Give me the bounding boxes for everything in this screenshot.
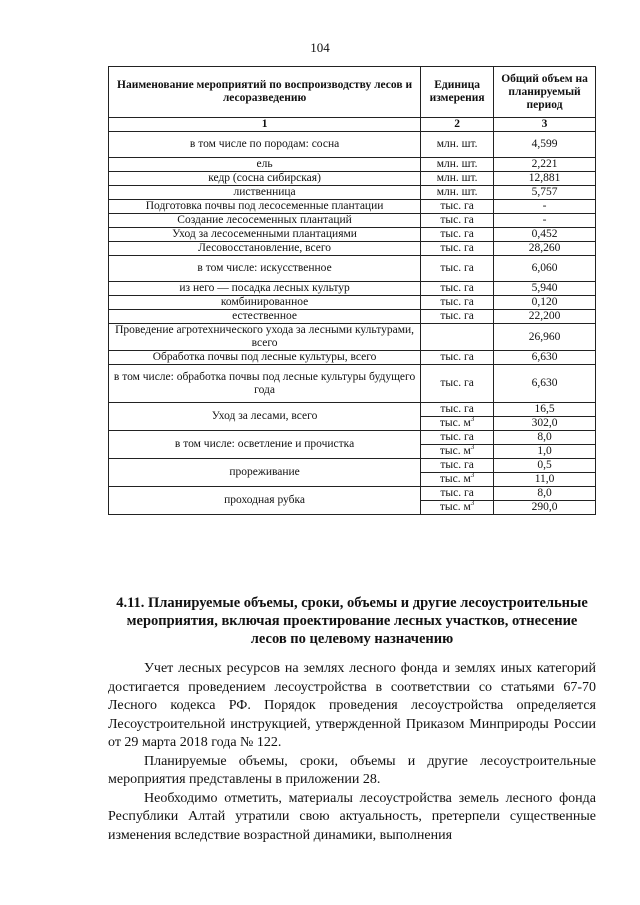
cell-value: 28,260 bbox=[494, 242, 596, 256]
table-row bbox=[109, 132, 596, 158]
table-row bbox=[109, 351, 596, 365]
cell-value: 26,960 bbox=[494, 324, 596, 351]
cell-name: Создание лесосеменных плантаций bbox=[109, 214, 421, 228]
cell-value-m3: 290,0 bbox=[494, 501, 596, 515]
unit-text: тыс. м bbox=[439, 473, 471, 485]
col-number-3: 3 bbox=[494, 118, 596, 132]
cell-value: - bbox=[494, 214, 596, 228]
cell-value: 6,060 bbox=[494, 256, 596, 282]
header-name: Наименование мероприятий по воспроизводству лесов и лесоразведению bbox=[109, 67, 421, 118]
unit-text: тыс. м bbox=[439, 501, 471, 513]
cell-value-ha: 8,0 bbox=[494, 487, 596, 501]
page-number: 104 bbox=[310, 40, 330, 55]
cell-unit: млн. шт. bbox=[421, 132, 494, 158]
cell-unit: тыс. га bbox=[421, 200, 494, 214]
cell-value: 22,200 bbox=[494, 310, 596, 324]
cell-name: Обработка почвы под лесные культуры, всего bbox=[109, 351, 421, 365]
unit-superscript: 3 bbox=[470, 471, 475, 480]
cell-name: Лесовосстановление, всего bbox=[109, 242, 421, 256]
cell-unit-ha: тыс. га bbox=[421, 403, 494, 417]
unit-superscript: 3 bbox=[470, 499, 475, 508]
header-unit: Единица измерения bbox=[421, 67, 494, 118]
table-row bbox=[109, 172, 596, 186]
cell-name: кедр (сосна сибирская) bbox=[109, 172, 421, 186]
unit-superscript: 3 bbox=[470, 415, 475, 424]
section-heading: 4.11. Планируемые объемы, сроки, объемы и другие лесоустроительные мероприятия, включая проектирование лесных участков, отнесение лесов по целевому назначению bbox=[116, 595, 588, 647]
cell-unit: тыс. га bbox=[421, 310, 494, 324]
cell-unit-m3 bbox=[421, 501, 494, 515]
cell-unit: тыс. га bbox=[421, 214, 494, 228]
cell-unit-m3 bbox=[421, 445, 494, 459]
cell-value: 5,757 bbox=[494, 186, 596, 200]
cell-unit-ha: тыс. га bbox=[421, 487, 494, 501]
table-row bbox=[109, 158, 596, 172]
cell-value: 2,221 bbox=[494, 158, 596, 172]
table-row bbox=[109, 459, 596, 473]
cell-value: 4,599 bbox=[494, 132, 596, 158]
table-row bbox=[109, 310, 596, 324]
table-row bbox=[109, 200, 596, 214]
cell-unit: тыс. га bbox=[421, 365, 494, 403]
cell-unit-ha: тыс. га bbox=[421, 431, 494, 445]
cell-name: в том числе: осветление и прочистка bbox=[109, 431, 421, 459]
cell-unit-m3 bbox=[421, 473, 494, 487]
table-row bbox=[109, 186, 596, 200]
table-row bbox=[109, 296, 596, 310]
table-row bbox=[109, 324, 596, 351]
cell-unit: тыс. га bbox=[421, 256, 494, 282]
cell-unit: тыс. га bbox=[421, 296, 494, 310]
cell-value-ha: 0,5 bbox=[494, 459, 596, 473]
cell-name: комбинированное bbox=[109, 296, 421, 310]
cell-name: проходная рубка bbox=[109, 487, 421, 515]
cell-unit-m3 bbox=[421, 417, 494, 431]
cell-name: лиственница bbox=[109, 186, 421, 200]
cell-unit: млн. шт. bbox=[421, 158, 494, 172]
cell-name: в том числе: искусственное bbox=[109, 256, 421, 282]
table-row bbox=[109, 228, 596, 242]
paragraph: Необходимо отметить, материалы лесоустройства земель лесного фонда Республики Алтай утратили свою актуальность, претерпели существенные изменения вследствие возрастной динамики, выполнения bbox=[108, 790, 596, 843]
cell-value: 5,940 bbox=[494, 282, 596, 296]
table-header-row bbox=[109, 67, 596, 118]
cell-value: 12,881 bbox=[494, 172, 596, 186]
cell-value-m3: 302,0 bbox=[494, 417, 596, 431]
cell-unit-ha: тыс. га bbox=[421, 459, 494, 473]
cell-name: в том числе: обработка почвы под лесные культуры будущего года bbox=[109, 365, 421, 403]
cell-unit: млн. шт. bbox=[421, 186, 494, 200]
table-row bbox=[109, 214, 596, 228]
cell-unit: тыс. га bbox=[421, 228, 494, 242]
col-number-1: 1 bbox=[109, 118, 421, 132]
cell-unit: тыс. га bbox=[421, 351, 494, 365]
table-row bbox=[109, 365, 596, 403]
cell-value: - bbox=[494, 200, 596, 214]
cell-value-m3: 1,0 bbox=[494, 445, 596, 459]
cell-name: из него — посадка лесных культур bbox=[109, 282, 421, 296]
table-row bbox=[109, 431, 596, 445]
cell-unit: тыс. га bbox=[421, 242, 494, 256]
cell-name: Проведение агротехнического ухода за лесными культурами, всего bbox=[109, 324, 421, 351]
cell-value: 0,120 bbox=[494, 296, 596, 310]
cell-value: 6,630 bbox=[494, 365, 596, 403]
table-row bbox=[109, 487, 596, 501]
table-row bbox=[109, 242, 596, 256]
cell-unit: тыс. га bbox=[421, 282, 494, 296]
cell-name: Уход за лесосеменными плантациями bbox=[109, 228, 421, 242]
table-row bbox=[109, 256, 596, 282]
cell-value-m3: 11,0 bbox=[494, 473, 596, 487]
measures-table bbox=[108, 66, 596, 515]
col-number-2: 2 bbox=[421, 118, 494, 132]
cell-name: прореживание bbox=[109, 459, 421, 487]
cell-name: Уход за лесами, всего bbox=[109, 403, 421, 431]
unit-superscript: 3 bbox=[470, 443, 475, 452]
paragraph: Планируемые объемы, сроки, объемы и другие лесоустроительные мероприятия представлены в приложении 28. bbox=[108, 753, 596, 787]
cell-value: 6,630 bbox=[494, 351, 596, 365]
table-row bbox=[109, 403, 596, 417]
unit-text: тыс. м bbox=[439, 417, 471, 429]
cell-name: Подготовка почвы под лесосеменные плантации bbox=[109, 200, 421, 214]
table-row bbox=[109, 282, 596, 296]
unit-text: тыс. м bbox=[439, 445, 471, 457]
cell-name: естественное bbox=[109, 310, 421, 324]
cell-value-ha: 8,0 bbox=[494, 431, 596, 445]
header-total: Общий объем на планируемый период bbox=[494, 67, 596, 118]
paragraph: Учет лесных ресурсов на землях лесного фонда и землях иных категорий достигается проведением лесоустройства в соответствии со статьями 67-70 Лесного кодекса РФ. Порядок проведения лесоустройства определяется Лесоустроительной инструкцией, утвержденной Приказом Минприроды России от 29 марта 2018 года № 122. bbox=[108, 661, 596, 750]
cell-unit: млн. шт. bbox=[421, 172, 494, 186]
cell-name: ель bbox=[109, 158, 421, 172]
cell-value-ha: 16,5 bbox=[494, 403, 596, 417]
column-number-row bbox=[109, 118, 596, 132]
cell-value: 0,452 bbox=[494, 228, 596, 242]
body-text bbox=[108, 660, 596, 845]
cell-name: в том числе по породам: сосна bbox=[109, 132, 421, 158]
cell-unit bbox=[421, 324, 494, 351]
